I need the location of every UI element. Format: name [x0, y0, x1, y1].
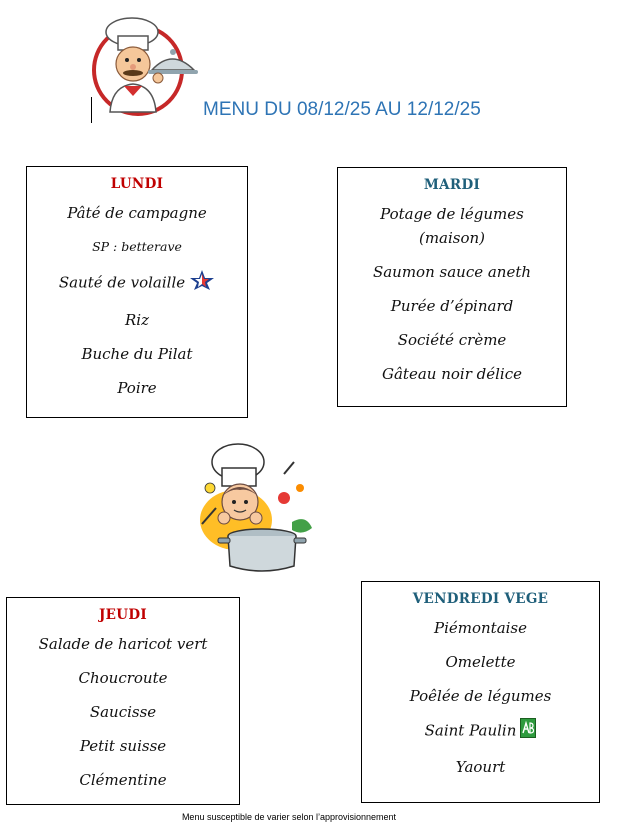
dish-item: SP : betterave [92, 239, 182, 254]
chef-logo-icon [88, 12, 204, 118]
dish-item: Gâteau noir délice [382, 365, 522, 383]
day-box-vendredi [361, 581, 600, 803]
dish-item: Poêlée de légumes [409, 687, 552, 705]
dish-item: Poire [117, 379, 157, 397]
day-title-vendredi: VENDREDI VEGE [412, 591, 549, 607]
day-box-lundi [26, 166, 248, 418]
footer-note: Menu susceptible de varier selon l’approvisionnement [181, 812, 397, 822]
dish-item: Salade de haricot vert [38, 635, 208, 653]
day-title-lundi: LUNDI [110, 176, 164, 192]
france-origin-star-icon [189, 269, 215, 298]
dish-item: Pâté de campagne [67, 204, 207, 222]
dish-item: Saumon sauce aneth [372, 263, 532, 281]
dish-item-label: Sauté de volaille [58, 273, 186, 292]
dish-item: Choucroute [78, 669, 168, 687]
dish-item: Omelette [445, 653, 516, 671]
dish-item: Saucisse [89, 703, 157, 721]
day-title-mardi: MARDI [423, 177, 481, 193]
dish-item: Clémentine [79, 771, 167, 789]
organic-ab-icon [520, 718, 536, 745]
dish-item: Riz [125, 311, 149, 329]
title-divider [91, 97, 92, 123]
day-title-jeudi: JEUDI [99, 607, 147, 623]
dish-item: Buche du Pilat [81, 345, 193, 363]
dish-item: Yaourt [455, 758, 506, 776]
day-box-mardi [337, 167, 567, 407]
dish-item: Potage de légumes (maison) [380, 205, 524, 247]
dish-item-label: Saint Paulin [424, 721, 517, 740]
dish-item-with-badge [27, 269, 247, 298]
dish-item: Piémontaise [433, 619, 528, 637]
dish-item: Purée d’épinard [390, 297, 514, 315]
menu-title: MENU DU 08/12/25 AU 12/12/25 [203, 99, 481, 120]
dish-item: Petit suisse [79, 737, 167, 755]
dish-item: Société crème [397, 331, 507, 349]
dish-item-with-badge [362, 718, 599, 745]
day-box-jeudi [6, 597, 240, 805]
kid-chef-illustration-icon [188, 438, 330, 578]
